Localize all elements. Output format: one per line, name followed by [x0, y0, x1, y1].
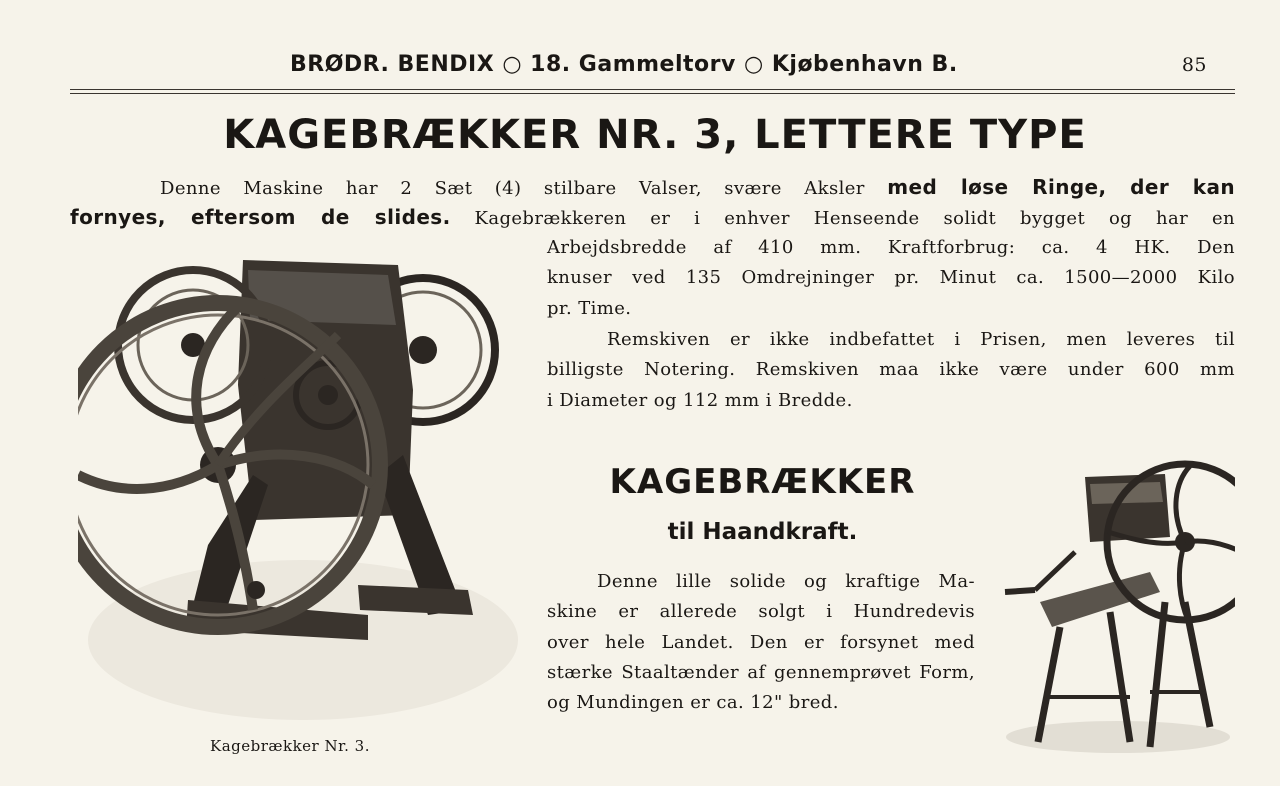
- kagebraekker-nr3-illustration: [78, 245, 528, 725]
- company-address: BRØDR. BENDIX ○ 18. Gammeltorv ○ Kjøbenhavn B.: [290, 52, 958, 77]
- description-line: skine er allerede solgt i Hundredevis: [547, 601, 975, 623]
- spec-line: pr. Time.: [547, 297, 632, 319]
- intro-line-2: [70, 202, 1235, 234]
- description-line: stærke Staaltænder af gennemprøvet Form,: [547, 661, 975, 683]
- intro-line-2-bold: fornyes, eftersom de slides.: [70, 205, 451, 229]
- description-line: og Mundingen er ca. 12" bred.: [547, 692, 839, 714]
- spec-text: [547, 233, 1235, 324]
- page-header: [70, 52, 1235, 86]
- spec-line: Arbejdsbredde af 410 mm. Kraftforbrug: ca. 4 HK. Den: [547, 237, 1235, 258]
- intro-line-1-plain: Denne Maskine har 2 Sæt (4) stilbare Valser, svære Aksler: [160, 178, 865, 199]
- description-line: Denne lille solide og kraftige Ma-: [597, 571, 975, 592]
- note-line: Remskiven er ikke indbefattet i Prisen, men leveres til: [607, 329, 1235, 350]
- note-line: i Diameter og 112 mm i Bredde.: [547, 389, 853, 411]
- main-title: KAGEBRÆKKER NR. 3, LETTERE TYPE: [223, 112, 1087, 158]
- figure-caption: Kagebrækker Nr. 3.: [210, 737, 370, 755]
- hand-machine-description: [547, 567, 975, 718]
- section-subtitle: til Haandkraft.: [667, 519, 858, 545]
- header-rule-top: [70, 89, 1235, 90]
- intro-line-1-bold: med løse Ringe, der kan: [887, 175, 1236, 199]
- page-number: 85: [1181, 54, 1207, 76]
- intro-line-2-plain: Kagebrækkeren er i enhver Henseende solidt bygget og har en: [474, 208, 1236, 229]
- intro-line-1: [160, 172, 1235, 204]
- description-line: over hele Landet. Den er forsynet med: [547, 631, 975, 653]
- hand-machine-illustration: [1000, 452, 1235, 762]
- note-text: [547, 325, 1235, 416]
- note-line: billigste Notering. Remskiven maa ikke være under 600 mm: [547, 359, 1235, 381]
- header-rule-bottom: [70, 93, 1235, 94]
- spec-line: knuser ved 135 Omdrejninger pr. Minut ca. 1500—2000 Kilo: [547, 267, 1235, 289]
- section-title: KAGEBRÆKKER: [609, 462, 916, 502]
